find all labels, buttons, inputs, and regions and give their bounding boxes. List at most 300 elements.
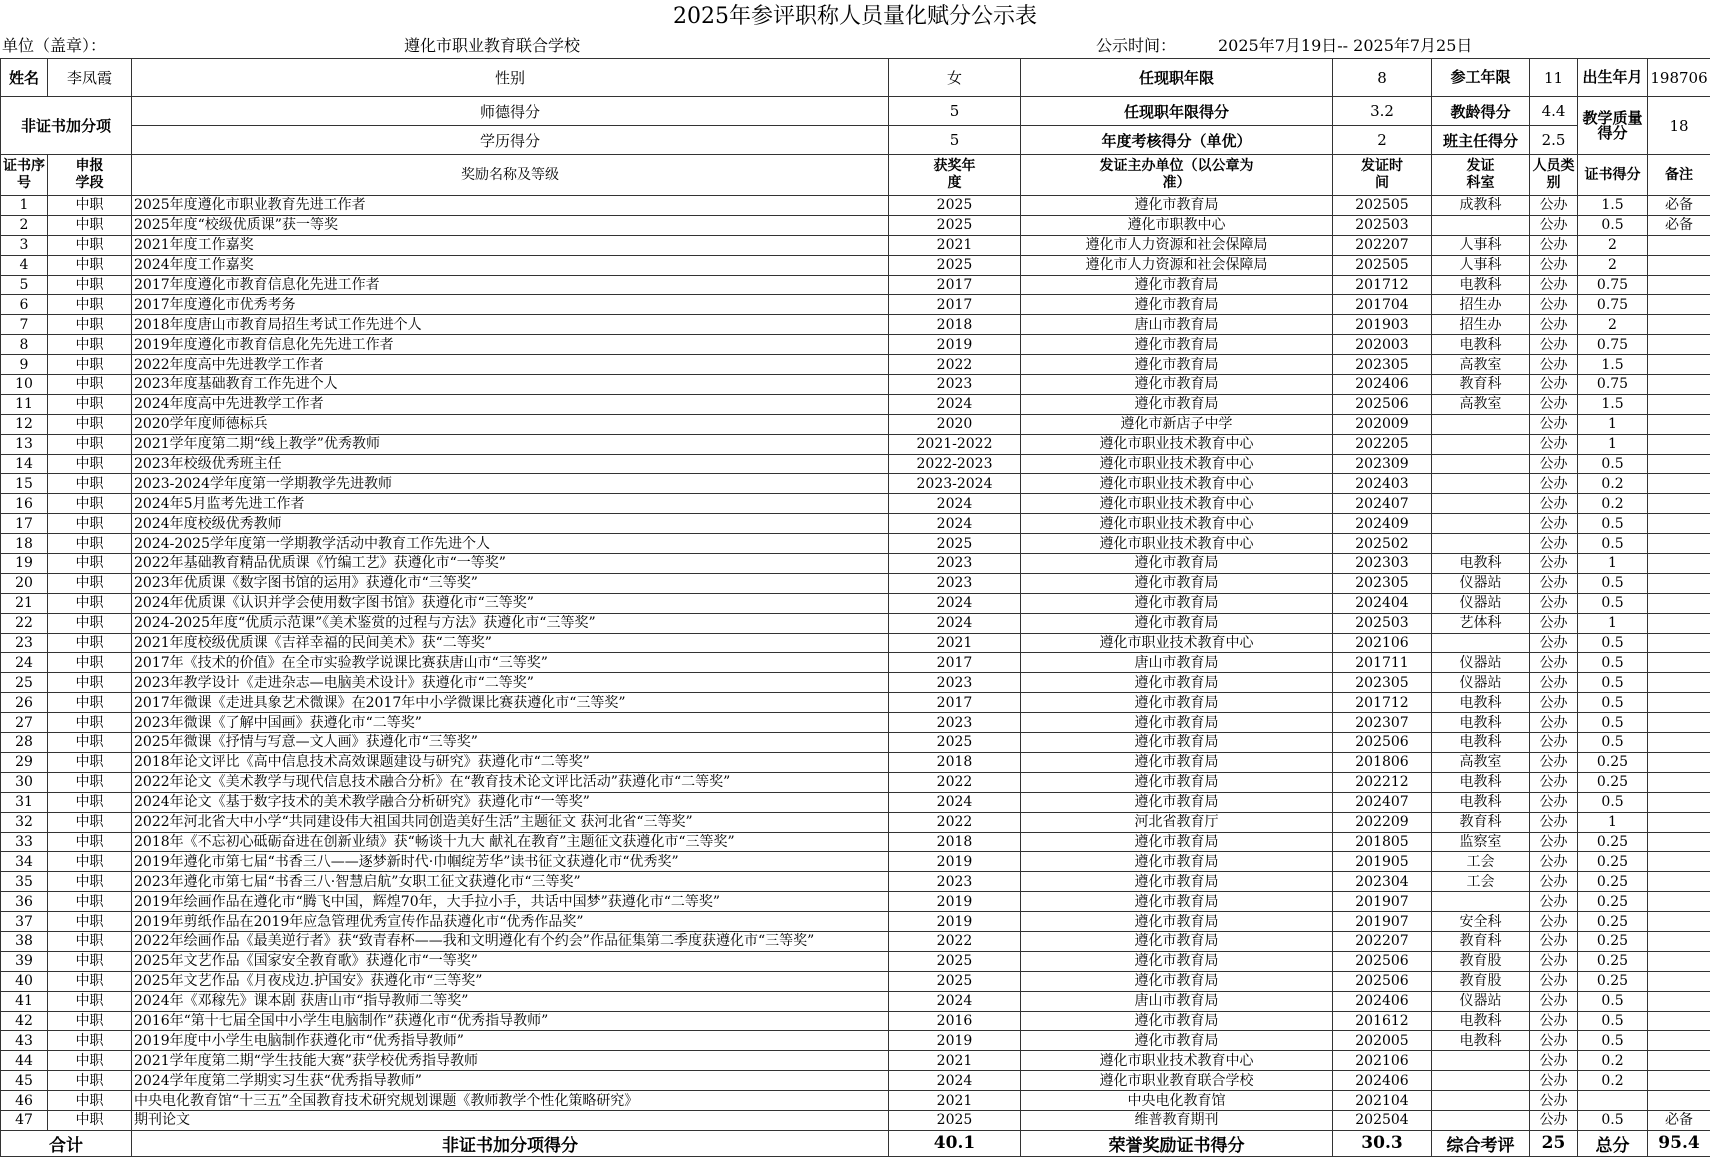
cell-cert-no[interactable]: 16 <box>1 494 48 514</box>
cell-staff-type[interactable]: 公办 <box>1530 1051 1578 1071</box>
cell-award-name[interactable]: 2023年优质课《数字图书馆的运用》获遵化市“三等奖” <box>132 573 889 593</box>
cell-remark[interactable] <box>1648 295 1710 315</box>
cell-staff-type[interactable]: 公办 <box>1530 832 1578 852</box>
cell-issue-date[interactable]: 201806 <box>1333 752 1432 772</box>
cell-staff-type[interactable]: 公办 <box>1530 971 1578 991</box>
cell-cert-score[interactable]: 0.5 <box>1578 653 1648 673</box>
cell-staff-type[interactable]: 公办 <box>1530 394 1578 414</box>
cell-stage[interactable]: 中职 <box>48 912 132 932</box>
cell-remark[interactable] <box>1648 912 1710 932</box>
cell-issuer[interactable]: 遵化市教育局 <box>1021 772 1333 792</box>
cell-stage[interactable]: 中职 <box>48 812 132 832</box>
cell-award-year[interactable]: 2022 <box>889 931 1021 951</box>
cell-issue-office[interactable]: 仪器站 <box>1432 653 1530 673</box>
cell-stage[interactable]: 中职 <box>48 1110 132 1130</box>
cell-cert-score[interactable]: 0.5 <box>1578 1110 1648 1130</box>
cell-cert-no[interactable]: 42 <box>1 1011 48 1031</box>
cell-remark[interactable] <box>1648 931 1710 951</box>
cell-issuer[interactable]: 遵化市教育局 <box>1021 713 1333 733</box>
cell-award-name[interactable]: 2021学年度第二期“学生技能大赛”获学校优秀指导教师 <box>132 1051 889 1071</box>
cell-issuer[interactable]: 遵化市职教中心 <box>1021 215 1333 235</box>
cell-staff-type[interactable]: 公办 <box>1530 1011 1578 1031</box>
cell-issue-office[interactable]: 电教科 <box>1432 554 1530 574</box>
cell-stage[interactable]: 中职 <box>48 275 132 295</box>
cell-cert-no[interactable]: 26 <box>1 693 48 713</box>
cell-award-year[interactable]: 2022 <box>889 772 1021 792</box>
cell-remark[interactable] <box>1648 752 1710 772</box>
cell-cert-score[interactable]: 0.5 <box>1578 792 1648 812</box>
cell-remark[interactable] <box>1648 394 1710 414</box>
cell-remark[interactable] <box>1648 275 1710 295</box>
cell-issuer[interactable]: 遵化市教育局 <box>1021 872 1333 892</box>
cell-issue-date[interactable]: 202104 <box>1333 1091 1432 1111</box>
cell-award-name[interactable]: 2017年度遵化市教育信息化先进工作者 <box>132 275 889 295</box>
cell-issue-date[interactable]: 202502 <box>1333 534 1432 554</box>
cell-award-year[interactable]: 2019 <box>889 335 1021 355</box>
cell-remark[interactable] <box>1648 1051 1710 1071</box>
cell-cert-no[interactable]: 14 <box>1 454 48 474</box>
cell-cert-no[interactable]: 12 <box>1 414 48 434</box>
cell-issue-date[interactable]: 202304 <box>1333 872 1432 892</box>
cell-staff-type[interactable]: 公办 <box>1530 573 1578 593</box>
cell-staff-type[interactable]: 公办 <box>1530 633 1578 653</box>
cell-issue-date[interactable]: 202506 <box>1333 951 1432 971</box>
cell-stage[interactable]: 中职 <box>48 613 132 633</box>
cell-cert-score[interactable]: 0.25 <box>1578 872 1648 892</box>
cell-award-year[interactable]: 2021-2022 <box>889 434 1021 454</box>
cell-award-year[interactable]: 2023-2024 <box>889 474 1021 494</box>
cell-cert-score[interactable]: 0.75 <box>1578 295 1648 315</box>
cell-award-name[interactable]: 2025年度遵化市职业教育先进工作者 <box>132 196 889 216</box>
cell-issue-office[interactable] <box>1432 215 1530 235</box>
cell-remark[interactable] <box>1648 255 1710 275</box>
years-score-value[interactable]: 3.2 <box>1333 97 1432 126</box>
cell-issuer[interactable]: 唐山市教育局 <box>1021 315 1333 335</box>
cell-remark[interactable] <box>1648 713 1710 733</box>
cell-award-year[interactable]: 2018 <box>889 752 1021 772</box>
cell-issue-office[interactable] <box>1432 1110 1530 1130</box>
cell-award-name[interactable]: 2025年微课《抒情与写意—文人画》获遵化市“三等奖” <box>132 733 889 753</box>
cell-issue-office[interactable] <box>1432 514 1530 534</box>
cell-award-name[interactable]: 2023年度基础教育工作先进个人 <box>132 375 889 395</box>
cell-remark[interactable] <box>1648 812 1710 832</box>
cell-issue-date[interactable]: 201903 <box>1333 315 1432 335</box>
cell-issue-office[interactable]: 电教科 <box>1432 1031 1530 1051</box>
cell-award-year[interactable]: 2025 <box>889 196 1021 216</box>
cell-issuer[interactable]: 维普教育期刊 <box>1021 1110 1333 1130</box>
cell-stage[interactable]: 中职 <box>48 713 132 733</box>
annual-value[interactable]: 2 <box>1333 126 1432 155</box>
cell-issue-office[interactable] <box>1432 494 1530 514</box>
cell-staff-type[interactable]: 公办 <box>1530 852 1578 872</box>
cell-issue-office[interactable]: 仪器站 <box>1432 593 1530 613</box>
cell-cert-no[interactable]: 2 <box>1 215 48 235</box>
cell-issue-date[interactable]: 201612 <box>1333 1011 1432 1031</box>
cell-staff-type[interactable]: 公办 <box>1530 752 1578 772</box>
cell-issue-date[interactable]: 202005 <box>1333 1031 1432 1051</box>
cell-cert-score[interactable]: 0.75 <box>1578 335 1648 355</box>
cell-issuer[interactable]: 遵化市职业技术教育中心 <box>1021 514 1333 534</box>
cell-award-year[interactable]: 2018 <box>889 315 1021 335</box>
cell-staff-type[interactable]: 公办 <box>1530 991 1578 1011</box>
cell-staff-type[interactable]: 公办 <box>1530 514 1578 534</box>
cell-cert-score[interactable]: 1 <box>1578 414 1648 434</box>
cell-cert-no[interactable]: 32 <box>1 812 48 832</box>
cell-staff-type[interactable]: 公办 <box>1530 196 1578 216</box>
cell-remark[interactable] <box>1648 872 1710 892</box>
cell-cert-score[interactable]: 0.25 <box>1578 772 1648 792</box>
cell-award-name[interactable]: 2025年文艺作品《月夜戍边.护国安》获遵化市“三等奖” <box>132 971 889 991</box>
cell-stage[interactable]: 中职 <box>48 534 132 554</box>
cell-staff-type[interactable]: 公办 <box>1530 1091 1578 1111</box>
cell-issue-office[interactable]: 仪器站 <box>1432 673 1530 693</box>
cell-staff-type[interactable]: 公办 <box>1530 474 1578 494</box>
cell-issue-office[interactable] <box>1432 434 1530 454</box>
cell-cert-no[interactable]: 44 <box>1 1051 48 1071</box>
cell-issue-date[interactable]: 202106 <box>1333 633 1432 653</box>
cell-cert-score[interactable]: 0.25 <box>1578 971 1648 991</box>
cell-award-name[interactable]: 2019年遵化市第七届“书香三八——逐梦新时代·巾帼绽芳华”读书征文获遵化市“优秀奖” <box>132 852 889 872</box>
cell-remark[interactable] <box>1648 772 1710 792</box>
cell-staff-type[interactable]: 公办 <box>1530 534 1578 554</box>
cell-issue-office[interactable]: 高教室 <box>1432 355 1530 375</box>
cell-remark[interactable]: 必备 <box>1648 1110 1710 1130</box>
birth-value[interactable]: 198706 <box>1648 59 1710 97</box>
cell-issue-date[interactable]: 202406 <box>1333 375 1432 395</box>
cell-staff-type[interactable]: 公办 <box>1530 792 1578 812</box>
cell-award-name[interactable]: 2022年基础教育精品优质课《竹编工艺》获遵化市“一等奖” <box>132 554 889 574</box>
cell-remark[interactable] <box>1648 434 1710 454</box>
cell-award-name[interactable]: 中央电化教育馆“十三五”全国教育技术研究规划课题《教师教学个性化策略研究》 <box>132 1091 889 1111</box>
cell-stage[interactable]: 中职 <box>48 474 132 494</box>
cell-remark[interactable] <box>1648 613 1710 633</box>
cert-total-value[interactable]: 30.3 <box>1333 1130 1432 1156</box>
cell-cert-score[interactable]: 0.25 <box>1578 931 1648 951</box>
cell-cert-no[interactable]: 31 <box>1 792 48 812</box>
cell-remark[interactable] <box>1648 474 1710 494</box>
cell-cert-no[interactable]: 7 <box>1 315 48 335</box>
cell-issue-office[interactable] <box>1432 633 1530 653</box>
cell-staff-type[interactable]: 公办 <box>1530 375 1578 395</box>
cell-issue-date[interactable]: 202504 <box>1333 1110 1432 1130</box>
cell-award-year[interactable]: 2024 <box>889 991 1021 1011</box>
cell-stage[interactable]: 中职 <box>48 494 132 514</box>
cell-cert-score[interactable] <box>1578 1091 1648 1111</box>
edu-value[interactable]: 5 <box>889 126 1021 155</box>
cell-award-year[interactable]: 2025 <box>889 951 1021 971</box>
cell-award-year[interactable]: 2020 <box>889 414 1021 434</box>
cell-award-name[interactable]: 2024年度校级优秀教师 <box>132 514 889 534</box>
cell-stage[interactable]: 中职 <box>48 315 132 335</box>
cell-issuer[interactable]: 遵化市教育局 <box>1021 1031 1333 1051</box>
cell-cert-score[interactable]: 0.5 <box>1578 713 1648 733</box>
teach-age-value[interactable]: 4.4 <box>1530 97 1578 126</box>
cell-award-name[interactable]: 2022年度高中先进教学工作者 <box>132 355 889 375</box>
cell-cert-score[interactable]: 0.25 <box>1578 951 1648 971</box>
cell-issuer[interactable]: 遵化市教育局 <box>1021 832 1333 852</box>
cell-remark[interactable] <box>1648 673 1710 693</box>
cell-issue-date[interactable]: 202406 <box>1333 991 1432 1011</box>
cell-award-year[interactable]: 2025 <box>889 733 1021 753</box>
cell-issue-date[interactable]: 202505 <box>1333 255 1432 275</box>
cell-cert-score[interactable]: 0.5 <box>1578 593 1648 613</box>
cell-award-name[interactable]: 2024学年度第二学期实习生获“优秀指导教师” <box>132 1071 889 1091</box>
cell-stage[interactable]: 中职 <box>48 454 132 474</box>
cell-cert-no[interactable]: 19 <box>1 554 48 574</box>
cell-remark[interactable] <box>1648 554 1710 574</box>
cell-remark[interactable] <box>1648 593 1710 613</box>
cell-cert-no[interactable]: 30 <box>1 772 48 792</box>
cell-award-name[interactable]: 2025年文艺作品《国家安全教育歌》获遵化市“一等奖” <box>132 951 889 971</box>
cell-award-name[interactable]: 期刊论文 <box>132 1110 889 1130</box>
cell-cert-score[interactable]: 0.5 <box>1578 514 1648 534</box>
cell-stage[interactable]: 中职 <box>48 593 132 613</box>
cell-issue-date[interactable]: 202506 <box>1333 971 1432 991</box>
cell-issuer[interactable]: 遵化市职业技术教育中心 <box>1021 534 1333 554</box>
cell-cert-score[interactable]: 1 <box>1578 812 1648 832</box>
cell-issue-office[interactable]: 人事科 <box>1432 235 1530 255</box>
cell-remark[interactable] <box>1648 693 1710 713</box>
cell-award-name[interactable]: 2023年校级优秀班主任 <box>132 454 889 474</box>
cell-cert-score[interactable]: 0.25 <box>1578 912 1648 932</box>
cell-award-year[interactable]: 2021 <box>889 1091 1021 1111</box>
cell-cert-score[interactable]: 1.5 <box>1578 355 1648 375</box>
cell-issue-office[interactable]: 电教科 <box>1432 733 1530 753</box>
cell-award-year[interactable]: 2024 <box>889 394 1021 414</box>
work-years-value[interactable]: 11 <box>1530 59 1578 97</box>
cell-stage[interactable]: 中职 <box>48 235 132 255</box>
name-value[interactable]: 李凤霞 <box>48 59 132 97</box>
cell-cert-score[interactable]: 1 <box>1578 434 1648 454</box>
cell-stage[interactable]: 中职 <box>48 792 132 812</box>
cell-issue-date[interactable]: 201704 <box>1333 295 1432 315</box>
cell-staff-type[interactable]: 公办 <box>1530 613 1578 633</box>
cell-stage[interactable]: 中职 <box>48 554 132 574</box>
cell-issue-date[interactable]: 202404 <box>1333 593 1432 613</box>
quality-value[interactable]: 18 <box>1648 97 1710 155</box>
cell-issue-date[interactable]: 201712 <box>1333 693 1432 713</box>
cell-issue-office[interactable]: 电教科 <box>1432 335 1530 355</box>
cell-issue-office[interactable]: 仪器站 <box>1432 991 1530 1011</box>
cell-award-year[interactable]: 2025 <box>889 971 1021 991</box>
cell-issue-date[interactable]: 202009 <box>1333 414 1432 434</box>
cell-remark[interactable] <box>1648 852 1710 872</box>
cell-cert-no[interactable]: 43 <box>1 1031 48 1051</box>
cell-award-name[interactable]: 2021学年度第二期“线上教学”优秀教师 <box>132 434 889 454</box>
cell-remark[interactable] <box>1648 315 1710 335</box>
cell-staff-type[interactable]: 公办 <box>1530 812 1578 832</box>
cell-cert-no[interactable]: 41 <box>1 991 48 1011</box>
cell-award-name[interactable]: 2023年教学设计《走进杂志—电脑美术设计》获遵化市“二等奖” <box>132 673 889 693</box>
cell-issue-office[interactable]: 教育股 <box>1432 951 1530 971</box>
cell-issuer[interactable]: 遵化市教育局 <box>1021 554 1333 574</box>
cell-issue-office[interactable]: 艺体科 <box>1432 613 1530 633</box>
cell-issuer[interactable]: 遵化市职业技术教育中心 <box>1021 434 1333 454</box>
cell-cert-score[interactable]: 0.5 <box>1578 215 1648 235</box>
cell-remark[interactable] <box>1648 514 1710 534</box>
cell-remark[interactable] <box>1648 494 1710 514</box>
cell-staff-type[interactable]: 公办 <box>1530 335 1578 355</box>
cell-remark[interactable] <box>1648 1071 1710 1091</box>
cell-issue-office[interactable]: 监察室 <box>1432 832 1530 852</box>
cell-award-year[interactable]: 2025 <box>889 1110 1021 1130</box>
cell-award-year[interactable]: 2017 <box>889 275 1021 295</box>
cell-remark[interactable] <box>1648 375 1710 395</box>
cell-cert-score[interactable]: 0.5 <box>1578 573 1648 593</box>
cell-award-year[interactable]: 2017 <box>889 693 1021 713</box>
cell-staff-type[interactable]: 公办 <box>1530 593 1578 613</box>
cell-issue-office[interactable]: 教育科 <box>1432 375 1530 395</box>
cell-cert-score[interactable]: 0.5 <box>1578 693 1648 713</box>
cell-issue-office[interactable]: 招生办 <box>1432 295 1530 315</box>
cell-issue-date[interactable]: 202207 <box>1333 235 1432 255</box>
cell-staff-type[interactable]: 公办 <box>1530 693 1578 713</box>
cell-cert-no[interactable]: 36 <box>1 892 48 912</box>
cell-remark[interactable] <box>1648 1011 1710 1031</box>
cell-award-year[interactable]: 2025 <box>889 534 1021 554</box>
cell-staff-type[interactable]: 公办 <box>1530 235 1578 255</box>
cell-cert-no[interactable]: 10 <box>1 375 48 395</box>
cell-cert-score[interactable]: 0.5 <box>1578 534 1648 554</box>
cell-award-name[interactable]: 2024年《邓稼先》课本剧 获唐山市“指导教师二等奖” <box>132 991 889 1011</box>
cell-issuer[interactable]: 遵化市教育局 <box>1021 295 1333 315</box>
cell-award-name[interactable]: 2023-2024学年度第一学期教学先进教师 <box>132 474 889 494</box>
cell-issue-office[interactable]: 招生办 <box>1432 315 1530 335</box>
cell-staff-type[interactable]: 公办 <box>1530 872 1578 892</box>
cell-issuer[interactable]: 遵化市教育局 <box>1021 733 1333 753</box>
cell-award-name[interactable]: 2017年微课《走进具象艺术微课》在2017年中小学微课比赛获遵化市“三等奖” <box>132 693 889 713</box>
cell-award-name[interactable]: 2024-2025年度“优质示范课”《美术鉴赏的过程与方法》获遵化市“三等奖” <box>132 613 889 633</box>
cell-award-name[interactable]: 2018年《不忘初心砥砺奋进在创新业绩》获“畅谈十九大 献礼在教育”主题征文获遵化市“三等奖” <box>132 832 889 852</box>
cell-cert-no[interactable]: 29 <box>1 752 48 772</box>
cell-issue-office[interactable]: 人事科 <box>1432 255 1530 275</box>
cell-award-year[interactable]: 2024 <box>889 514 1021 534</box>
cell-issuer[interactable]: 遵化市教育局 <box>1021 971 1333 991</box>
cell-remark[interactable] <box>1648 733 1710 753</box>
cell-issuer[interactable]: 遵化市教育局 <box>1021 335 1333 355</box>
cell-award-name[interactable]: 2024年论文《基于数字技术的美术教学融合分析研究》获遵化市“一等奖” <box>132 792 889 812</box>
cell-award-name[interactable]: 2021年度校级优质课《吉祥幸福的民间美术》获“二等奖” <box>132 633 889 653</box>
cell-stage[interactable]: 中职 <box>48 414 132 434</box>
cell-award-name[interactable]: 2024年度高中先进教学工作者 <box>132 394 889 414</box>
cell-stage[interactable]: 中职 <box>48 633 132 653</box>
cell-stage[interactable]: 中职 <box>48 653 132 673</box>
cell-issuer[interactable]: 唐山市教育局 <box>1021 991 1333 1011</box>
cell-remark[interactable] <box>1648 633 1710 653</box>
cell-issuer[interactable]: 遵化市职业技术教育中心 <box>1021 1051 1333 1071</box>
cell-cert-score[interactable]: 0.5 <box>1578 1031 1648 1051</box>
cell-award-name[interactable]: 2017年度遵化市优秀考务 <box>132 295 889 315</box>
cell-issuer[interactable]: 遵化市教育局 <box>1021 752 1333 772</box>
cell-award-year[interactable]: 2021 <box>889 633 1021 653</box>
cell-cert-score[interactable]: 1 <box>1578 554 1648 574</box>
cell-cert-score[interactable]: 0.5 <box>1578 733 1648 753</box>
cell-issue-office[interactable]: 教育科 <box>1432 931 1530 951</box>
cell-award-year[interactable]: 2024 <box>889 593 1021 613</box>
cell-cert-no[interactable]: 8 <box>1 335 48 355</box>
cell-remark[interactable] <box>1648 414 1710 434</box>
cell-staff-type[interactable]: 公办 <box>1530 931 1578 951</box>
cell-stage[interactable]: 中职 <box>48 991 132 1011</box>
cell-staff-type[interactable]: 公办 <box>1530 713 1578 733</box>
cell-stage[interactable]: 中职 <box>48 752 132 772</box>
cell-award-name[interactable]: 2016年“第十七届全国中小学生电脑制作”获遵化市“优秀指导教师” <box>132 1011 889 1031</box>
cell-award-year[interactable]: 2025 <box>889 255 1021 275</box>
cell-cert-no[interactable]: 28 <box>1 733 48 753</box>
cell-stage[interactable]: 中职 <box>48 1031 132 1051</box>
cell-cert-score[interactable]: 0.5 <box>1578 1011 1648 1031</box>
cell-staff-type[interactable]: 公办 <box>1530 315 1578 335</box>
head-value[interactable]: 2.5 <box>1530 126 1578 155</box>
cell-cert-no[interactable]: 46 <box>1 1091 48 1111</box>
bonus-total-value[interactable]: 40.1 <box>889 1130 1021 1156</box>
cell-cert-score[interactable]: 0.75 <box>1578 275 1648 295</box>
cell-cert-score[interactable]: 0.25 <box>1578 752 1648 772</box>
cell-remark[interactable] <box>1648 534 1710 554</box>
cell-issue-date[interactable]: 202205 <box>1333 434 1432 454</box>
cell-award-name[interactable]: 2019年剪纸作品在2019年应急管理优秀宣传作品获遵化市“优秀作品奖” <box>132 912 889 932</box>
cell-issue-office[interactable]: 工会 <box>1432 852 1530 872</box>
cell-issue-date[interactable]: 201907 <box>1333 892 1432 912</box>
cell-stage[interactable]: 中职 <box>48 693 132 713</box>
cell-issue-date[interactable]: 202106 <box>1333 1051 1432 1071</box>
cell-award-name[interactable]: 2020学年度师德标兵 <box>132 414 889 434</box>
cell-cert-score[interactable]: 1 <box>1578 613 1648 633</box>
cell-award-year[interactable]: 2023 <box>889 673 1021 693</box>
cell-cert-score[interactable]: 0.5 <box>1578 673 1648 693</box>
cell-staff-type[interactable]: 公办 <box>1530 951 1578 971</box>
cell-issuer[interactable]: 遵化市教育局 <box>1021 852 1333 872</box>
cell-issuer[interactable]: 遵化市人力资源和社会保障局 <box>1021 235 1333 255</box>
cell-cert-no[interactable]: 21 <box>1 593 48 613</box>
cell-staff-type[interactable]: 公办 <box>1530 1071 1578 1091</box>
cell-stage[interactable]: 中职 <box>48 772 132 792</box>
cell-staff-type[interactable]: 公办 <box>1530 414 1578 434</box>
cell-issue-date[interactable]: 202305 <box>1333 573 1432 593</box>
cell-cert-score[interactable]: 0.2 <box>1578 1051 1648 1071</box>
sum-value[interactable]: 95.4 <box>1648 1130 1710 1156</box>
cell-award-year[interactable]: 2019 <box>889 892 1021 912</box>
cell-cert-no[interactable]: 33 <box>1 832 48 852</box>
cell-issue-date[interactable]: 202403 <box>1333 474 1432 494</box>
cell-award-year[interactable]: 2017 <box>889 295 1021 315</box>
cell-issuer[interactable]: 遵化市教育局 <box>1021 951 1333 971</box>
cell-cert-no[interactable]: 18 <box>1 534 48 554</box>
cell-remark[interactable] <box>1648 951 1710 971</box>
cell-staff-type[interactable]: 公办 <box>1530 912 1578 932</box>
cell-issuer[interactable]: 唐山市教育局 <box>1021 653 1333 673</box>
cell-cert-no[interactable]: 23 <box>1 633 48 653</box>
cell-cert-no[interactable]: 24 <box>1 653 48 673</box>
cell-award-year[interactable]: 2024 <box>889 494 1021 514</box>
cell-award-year[interactable]: 2019 <box>889 852 1021 872</box>
cell-issue-office[interactable]: 高教室 <box>1432 752 1530 772</box>
cell-staff-type[interactable]: 公办 <box>1530 673 1578 693</box>
cell-award-year[interactable]: 2025 <box>889 215 1021 235</box>
cell-cert-score[interactable]: 2 <box>1578 235 1648 255</box>
cell-stage[interactable]: 中职 <box>48 951 132 971</box>
cell-award-year[interactable]: 2022 <box>889 355 1021 375</box>
cell-stage[interactable]: 中职 <box>48 434 132 454</box>
cell-remark[interactable]: 必备 <box>1648 196 1710 216</box>
cell-issue-date[interactable]: 202407 <box>1333 494 1432 514</box>
cell-award-name[interactable]: 2022年论文《美术教学与现代信息技术融合分析》在“教育技术论文评比活动”获遵化市“二等奖” <box>132 772 889 792</box>
cell-remark[interactable] <box>1648 653 1710 673</box>
cell-issue-office[interactable] <box>1432 1071 1530 1091</box>
cell-issuer[interactable]: 遵化市教育局 <box>1021 792 1333 812</box>
cell-award-year[interactable]: 2023 <box>889 713 1021 733</box>
cell-stage[interactable]: 中职 <box>48 931 132 951</box>
